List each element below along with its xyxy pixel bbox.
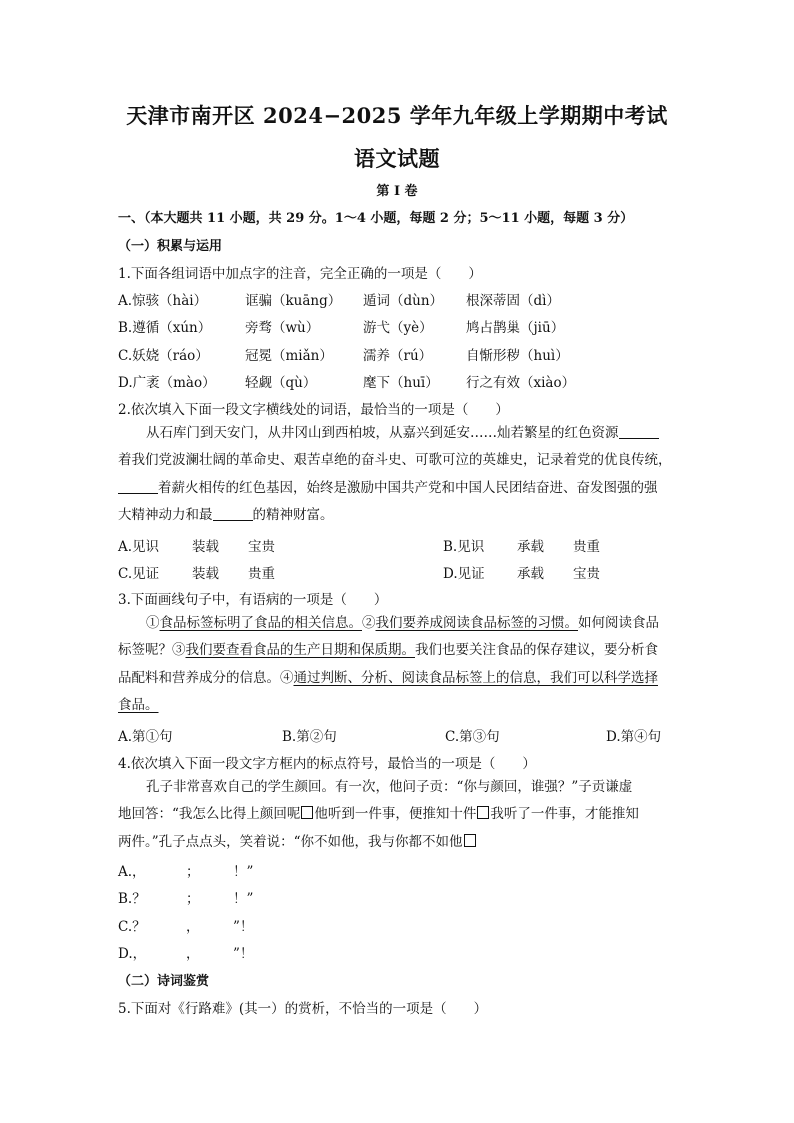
q1-option-2-0: C.妖娆（ráo） xyxy=(118,348,209,364)
q5-stem: 5.下面对《行路难》(其一）的赏析，不恰当的一项是（ ） xyxy=(118,1001,488,1017)
q4-box-1 xyxy=(301,806,313,819)
q3-text-2: 标签呢？ xyxy=(118,642,172,659)
q2-option-0-2: 宝贵 xyxy=(248,539,275,555)
q3-sentence-2: 我们要养成阅读食品标签的习惯。 xyxy=(375,615,578,631)
q2-option-0-0: A.见识 xyxy=(118,539,160,555)
q4-text-1: 孔子非常喜欢自己的学生颜回。有一次，他问子贡：“你与颜回，谁强？”子贡谦虚 xyxy=(146,779,633,795)
q1-option-3-3: 行之有效（xiào） xyxy=(466,375,576,391)
part2-title: （二）诗词鉴赏 xyxy=(118,974,210,989)
q4-option-3-0: D.， xyxy=(118,946,147,962)
q2-option-3-2: 宝贵 xyxy=(573,566,600,582)
q1-option-1-1: 旁骛（wù） xyxy=(245,320,320,336)
q4-box-2 xyxy=(477,806,489,819)
q3-sentence-3: 我们要查看食品的生产日期和保质期。 xyxy=(185,642,415,659)
q1-option-0-1: 诓骗（kuāng） xyxy=(245,293,342,309)
q2-option-1-1: 承载 xyxy=(517,539,544,555)
q4-text-3a: 两件。”孔子点点头，笑着说：“你不如他，我与你都不如他 xyxy=(118,833,463,850)
q4-option-0-2: ！” xyxy=(233,864,254,880)
q4-option-0-1: ； xyxy=(186,864,200,880)
q3-option-2: C.第③句 xyxy=(445,729,500,745)
q3-sentence-1: 食品标签标明了食品的相关信息。 xyxy=(159,615,362,631)
q2-option-2-1: 装载 xyxy=(192,566,219,582)
q1-option-2-3: 自惭形秽（huì） xyxy=(466,348,569,364)
q2-option-2-0: C.见证 xyxy=(118,566,160,582)
q2-option-1-0: B.见识 xyxy=(443,539,485,555)
q4-stem: 4.依次填入下面一段文字方框内的标点符号，最恰当的一项是（ ） xyxy=(118,756,536,772)
q2-option-3-1: 承载 xyxy=(517,566,544,582)
q3-num-4: ④ xyxy=(280,669,294,686)
q1-option-1-3: 鸠占鹊巢（jiū） xyxy=(466,320,565,336)
q3-num-2: ② xyxy=(362,615,376,631)
q2-blank-3 xyxy=(213,506,253,521)
q4-option-3-1: ， xyxy=(186,946,200,962)
q4-option-1-0: B.？ xyxy=(118,891,146,907)
q4-option-3-2: ”！ xyxy=(233,946,254,962)
q4-option-2-0: C.？ xyxy=(118,919,146,935)
q2-text-5: 的精神财富。 xyxy=(252,506,334,523)
q1-option-0-3: 根深蒂固（dì） xyxy=(466,293,560,309)
q4-box-3 xyxy=(464,834,476,847)
q1-option-3-1: 轻觑（qù） xyxy=(245,375,317,391)
q3-option-3: D.第④句 xyxy=(606,729,662,745)
q3-text-1: 如何阅读食品 xyxy=(578,615,659,631)
q3-passage xyxy=(118,610,676,719)
q2-stem: 2.依次填入下面一段文字横线处的词语，最恰当的一项是（ ） xyxy=(118,402,509,418)
q2-option-2-2: 贵重 xyxy=(248,566,275,582)
q3-sentence-4b: 食品。 xyxy=(118,696,159,713)
q2-option-1-2: 贵重 xyxy=(573,539,600,555)
q4-text-2b: 他听到一件事，便推知十件 xyxy=(314,806,477,823)
q1-option-1-2: 游弋（yè） xyxy=(363,320,433,336)
q1-stem: 1.下面各组词语中加点字的注音，完全正确的一项是（ ） xyxy=(118,266,482,282)
q1-option-2-2: 濡养（rú） xyxy=(363,348,433,364)
q2-text-4: 大精神动力和最 xyxy=(118,506,213,523)
q3-stem: 3.下面画线句子中，有语病的一项是（ ） xyxy=(118,592,388,608)
q3-num-1: ① xyxy=(146,615,160,631)
q3-num-3: ③ xyxy=(172,642,186,659)
q1-option-2-1: 冠冕（miǎn） xyxy=(245,348,333,364)
q2-option-0-1: 装载 xyxy=(192,539,219,555)
q4-text-2c: 我听了一件事，才能推知 xyxy=(490,806,639,823)
q2-text-1: 从石库门到天安门，从井冈山到西柏坡，从嘉兴到延安……灿若繁星的红色资源 xyxy=(146,425,619,441)
q1-option-3-0: D.广袤（mào） xyxy=(118,375,216,391)
q2-text-3: 着薪火相传的红色基因，始终是激励中国共产党和中国人民团结奋进、奋发图强的强 xyxy=(158,479,658,496)
volume-label: 第 I 卷 xyxy=(376,184,418,199)
q4-option-2-1: ， xyxy=(186,919,200,935)
q3-option-0: A.第①句 xyxy=(118,729,173,745)
q2-blank-1 xyxy=(619,424,659,439)
q4-text-2a: 地回答：“我怎么比得上颜回呢 xyxy=(118,806,301,823)
q3-text-3: 我们也要关注食品的保存建议，要分析食 xyxy=(415,642,658,659)
subject-title: 语文试题 xyxy=(354,146,440,171)
q2-passage xyxy=(118,420,676,529)
q1-option-1-0: B.遵循（xún） xyxy=(118,320,212,336)
q4-option-1-2: ！” xyxy=(233,891,254,907)
q2-text-2: 着我们党波澜壮阔的革命史、艰苦卓绝的奋斗史、可歌可泣的英雄史，记录着党的优良传统， xyxy=(118,452,672,469)
q4-option-2-2: ”！ xyxy=(233,919,254,935)
part1-title: （一）积累与运用 xyxy=(118,239,223,254)
q4-option-0-0: A.， xyxy=(118,864,146,880)
q2-option-3-0: D.见证 xyxy=(443,566,485,582)
q1-option-0-2: 遁词（dùn） xyxy=(363,293,444,309)
q3-sentence-4a: 通过判断、分析、阅读食品标签上的信息，我们可以科学选择 xyxy=(293,669,658,686)
q3-text-4: 品配料和营养成分的信息。 xyxy=(118,669,280,686)
q1-option-0-0: A.惊骇（hài） xyxy=(118,293,208,309)
q3-option-1: B.第②句 xyxy=(282,729,337,745)
exam-title: 天津市南开区 2024−2025 学年九年级上学期期中考试 xyxy=(126,103,668,128)
q4-option-1-1: ； xyxy=(186,891,200,907)
q2-blank-2 xyxy=(118,479,158,494)
q1-option-3-2: 麾下（huī） xyxy=(363,375,439,391)
q4-passage xyxy=(118,774,676,856)
section-instruction: 一、（本大题共 11 小题，共 29 分。1～4 小题，每题 2 分；5～11 小题，每题 3 分） xyxy=(118,211,634,226)
